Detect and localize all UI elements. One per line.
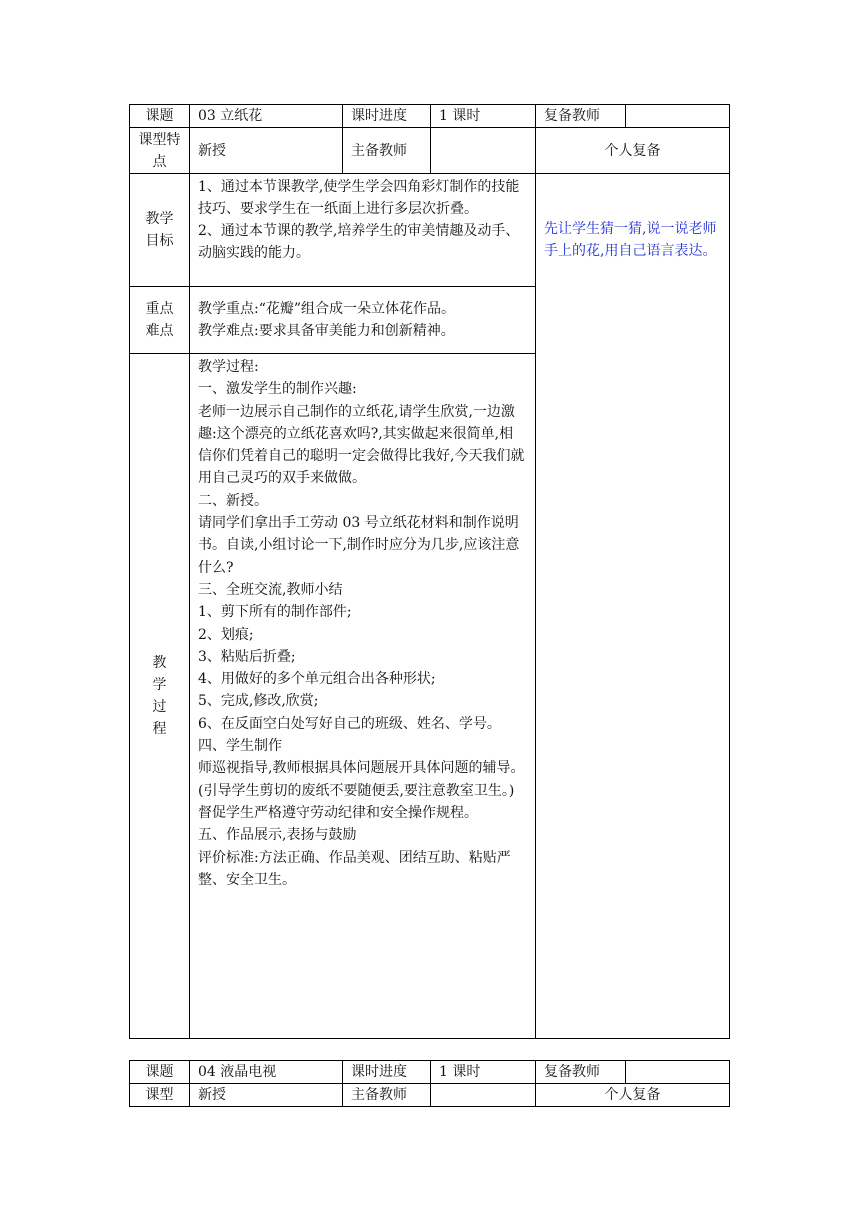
process-line: 五、作品展示,表扬与鼓励 xyxy=(198,827,357,844)
goals-label: 教学目标 xyxy=(130,174,190,287)
process-line: 请同学们拿出手工劳动 03 号立纸花材料和制作说明书。自读,小组讨论一下,制作时应分为几步,应该注意什么? xyxy=(198,515,520,576)
type-value: 新授 xyxy=(190,1084,343,1107)
process-line: 老师一边展示自己制作的立纸花,请学生欣赏,一边激趣:这个漂亮的立纸花喜欢吗?,其实做起来很简单,相信你们凭着自己的聪明一定会做得比我好,今天我们就用自己灵巧的双手来做做。 xyxy=(198,403,525,487)
key-point-item: 教学难点:要求具备审美能力和创新精神。 xyxy=(198,323,455,339)
process-line: 2、划痕; xyxy=(198,626,254,643)
main-teacher-label: 主备教师 xyxy=(343,1084,431,1107)
prep-teacher-label: 复备教师 xyxy=(536,1061,626,1084)
prep-teacher-label: 复备教师 xyxy=(536,105,626,128)
process-line: 一、激发学生的制作兴趣: xyxy=(198,381,357,398)
process-label: 教学过程 xyxy=(130,354,190,1039)
process-line: 师巡视指导,教师根据具体问题展开具体问题的辅导。(引导学生剪切的废纸不要随便丢,要注意教室卫生。)督促学生严格遵守劳动纪律和安全操作规程。 xyxy=(198,760,525,821)
prep-teacher-value xyxy=(626,1061,730,1084)
goal-item: 1、通过本节课教学,使学生学会四角彩灯制作的技能技巧、要求学生在一纸面上进行多层次折叠。 xyxy=(198,179,520,217)
prep-teacher-value xyxy=(626,105,730,128)
main-teacher-value xyxy=(431,1084,536,1107)
process-line: 教学过程: xyxy=(198,359,259,375)
process-line: 3、粘贴后折叠; xyxy=(198,648,296,665)
side-note: 先让学生猜一猜,说一说老师手上的花,用自己语言表达。 xyxy=(544,221,717,259)
title-label: 课题 xyxy=(130,105,190,128)
process-line: 1、剪下所有的制作部件; xyxy=(198,604,352,621)
personal-prep-label: 个人复备 xyxy=(536,128,730,174)
process-line: 6、在反面空白处写好自己的班级、姓名、学号。 xyxy=(198,715,501,732)
title-label: 课题 xyxy=(130,1061,190,1084)
main-teacher-label: 主备教师 xyxy=(343,128,431,174)
process-line: 三、全班交流,教师小结 xyxy=(198,581,343,598)
process-line: 4、用做好的多个单元组合出各种形状; xyxy=(198,671,436,688)
key-point-item: 教学重点:“花瓣”组合成一朵立体花作品。 xyxy=(198,301,456,317)
progress-label: 课时进度 xyxy=(343,1061,431,1084)
type-label: 课型 xyxy=(130,1084,190,1107)
progress-label: 课时进度 xyxy=(343,105,431,128)
progress-value: 1 课时 xyxy=(431,105,536,128)
title-value: 03 立纸花 xyxy=(190,105,343,128)
progress-value: 1 课时 xyxy=(431,1061,536,1084)
process-line: 5、完成,修改,欣赏; xyxy=(198,693,319,710)
lesson-plan-table-2 xyxy=(129,1060,730,1107)
process-content xyxy=(190,354,536,1039)
type-value: 新授 xyxy=(190,128,343,174)
key-points-content xyxy=(190,287,536,354)
process-line: 四、学生制作 xyxy=(198,738,282,755)
personal-prep-note xyxy=(536,174,730,1039)
key-points-label: 重点难点 xyxy=(130,287,190,354)
lesson-plan-table-1 xyxy=(129,104,730,1039)
personal-prep-label: 个人复备 xyxy=(536,1084,730,1107)
type-label: 课型特点 xyxy=(130,128,190,174)
goals-content xyxy=(190,174,536,287)
process-line: 评价标准:方法正确、作品美观、团结互助、粘贴严整、安全卫生。 xyxy=(198,849,511,888)
main-teacher-value xyxy=(431,128,536,174)
goal-item: 2、通过本节课的教学,培养学生的审美情趣及动手、动脑实践的能力。 xyxy=(198,223,520,261)
title-value: 04 液晶电视 xyxy=(190,1061,343,1084)
process-line: 二、新授。 xyxy=(198,492,268,509)
